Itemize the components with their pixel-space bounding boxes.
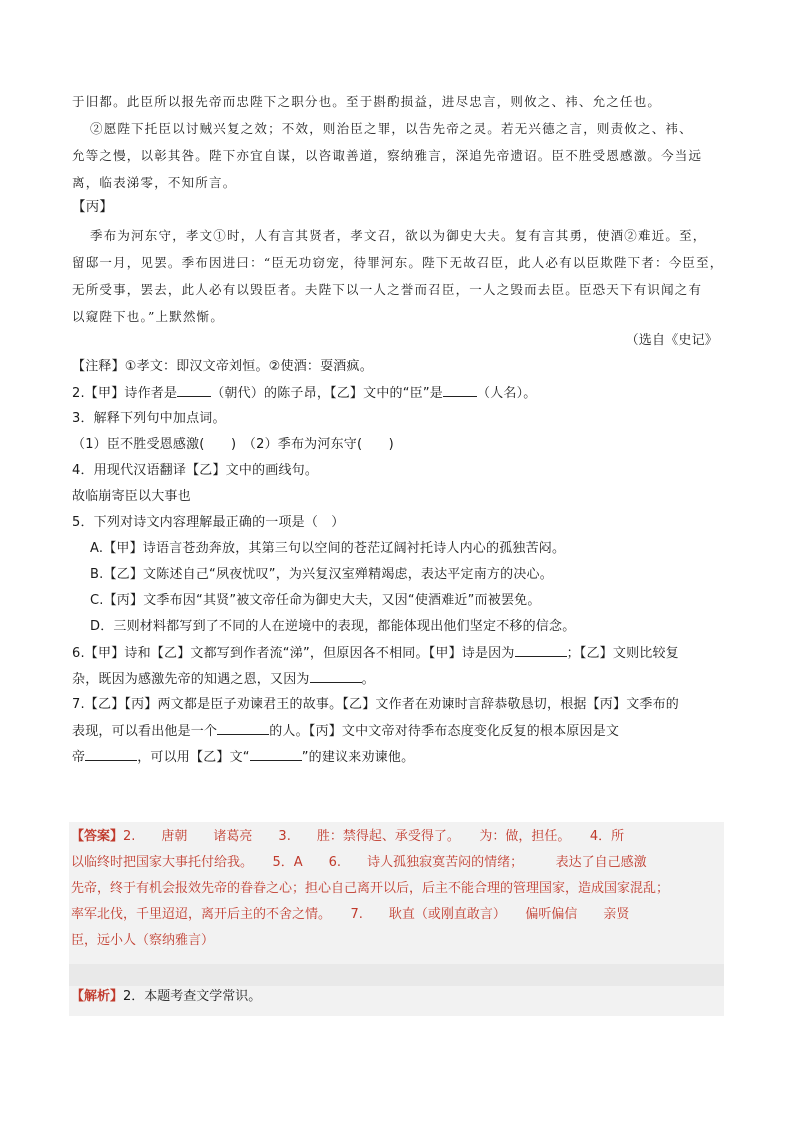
source-citation: （选自《史记》 — [625, 333, 718, 348]
question-2: 2.【甲】诗作者是 （朝代）的陈子昂，【乙】文中的“臣”是 （人名）。 — [72, 382, 724, 408]
answer-line: 以临终时把国家大事托付给我。 5．A 6. 诗人孤独寂寞苦闷的情绪； 表达了自己感激 — [71, 855, 647, 870]
option-d: D．三则材料都写到了不同的人在逆境中的表现，都能体现出他们坚定不移的信念。 — [90, 619, 576, 634]
analysis-line: 【解析】2．本题考查文学常识。 — [71, 989, 262, 1004]
document-body — [72, 88, 724, 772]
answer-blank — [250, 746, 302, 761]
question-7: 7.【乙】【丙】两文都是臣子劝谏君王的故事。【乙】文作者在劝谏时言辞恭敬恳切，根据【丙】文季布的 — [72, 697, 680, 712]
question-7-cont2: 帝 ，可以用【乙】文“ ”的建议来劝谏他。 — [72, 746, 724, 772]
answer-blank — [217, 720, 269, 735]
question-3: 3．解释下列句中加点词。 — [72, 411, 226, 426]
answer-line: 【答案】2. 唐朝 诸葛亮 3. 胜：禁得起、承受得了。 为：做，担任。 4．所 — [71, 829, 625, 844]
answer-panel — [69, 822, 724, 1016]
passage-line: 离，临表涕零，不知所言。 — [72, 175, 237, 190]
passage-line: ②愿陛下托臣以讨贼兴复之效；不效，则治臣之罪，以告先帝之灵。若无兴德之言，则责攸之、祎、 — [90, 121, 693, 136]
question-6-cont: 杂，既因为感激先帝的知遇之恩，又因为 。 — [72, 668, 724, 694]
question-4: 4．用现代汉语翻译【乙】文中的画线句。 — [72, 463, 319, 478]
passage-line: 无所受事，罢去，此人必有以毁臣者。夫陛下以一人之誉而召臣，一人之毁而去臣。臣恐天下有识闻之有 — [72, 282, 703, 297]
question-4-sentence: 故临崩寄臣以大事也 — [72, 489, 191, 504]
section-label-bing: 【丙】 — [72, 199, 114, 215]
passage-line: 季布为河东守，孝文①时，人有言其贤者，孝文召，欲以为御史大夫。复有言其勇，使酒②难近。至， — [90, 228, 707, 243]
answer-blank — [177, 382, 211, 397]
answer-line: 先帝，终于有机会报效先帝的眷眷之心；担心自己离开以后，后主不能合理的管理国家，造成国家混乱； — [71, 881, 670, 896]
question-6: 6.【甲】诗和【乙】文都写到作者流“涕”，但原因各不相同。【甲】诗是因为 ；【乙】文则比较复 — [72, 642, 724, 668]
notes: 【注释】①孝文：即汉文帝刘恒。②使酒：耍酒疯。 — [72, 359, 373, 374]
answer-blank — [310, 668, 362, 683]
answer-line: 率军北伐，千里迢迢，离开后主的不舍之情。 7. 耿直（或刚直敢言） 偏听偏信 亲贤 — [71, 907, 630, 922]
answer-band — [69, 964, 724, 986]
passage-line: 留邸一月，见罢。季布因进曰：“臣无功窃宠，待罪河东。陛下无故召臣，此人必有以臣欺陛下者：今臣至， — [72, 255, 724, 270]
answer-blank — [85, 746, 137, 761]
answer-blank — [443, 382, 477, 397]
option-a: A.【甲】诗语言苍劲奔放，其第三句以空间的苍茫辽阔衬托诗人内心的孤独苦闷。 — [90, 541, 566, 556]
option-b: B.【乙】文陈述自己“夙夜忧叹”，为兴复汉室殚精竭虑，表达平定南方的决心。 — [90, 567, 553, 582]
answer-blank — [515, 642, 567, 657]
option-c: C.【丙】文季布因“其贤”被文帝任命为御史大夫，又因“使酒难近”而被罢免。 — [90, 593, 541, 608]
passage-line: 以窥陛下也。”上默然惭。 — [72, 309, 225, 324]
passage-line: 允等之慢，以彰其咎。陛下亦宜自谋，以咨诹善道，察纳雅言，深追先帝遗诏。臣不胜受恩感激。今当远 — [72, 148, 703, 163]
question-5: 5．下列对诗文内容理解最正确的一项是（ ） — [72, 515, 345, 530]
question-3-items: （1）臣不胜受恩感激( ) （2）季布为河东守( ) — [72, 437, 394, 452]
answer-line: 臣，远小人（察纳雅言） — [71, 933, 215, 948]
passage-line: 于旧都。此臣所以报先帝而忠陛下之职分也。至于斟酌损益，进尽忠言，则攸之、祎、允之任也。 — [72, 94, 662, 109]
question-7-cont: 表现，可以看出他是一个 的人。【丙】文中文帝对待季布态度变化反复的根本原因是文 — [72, 720, 724, 746]
